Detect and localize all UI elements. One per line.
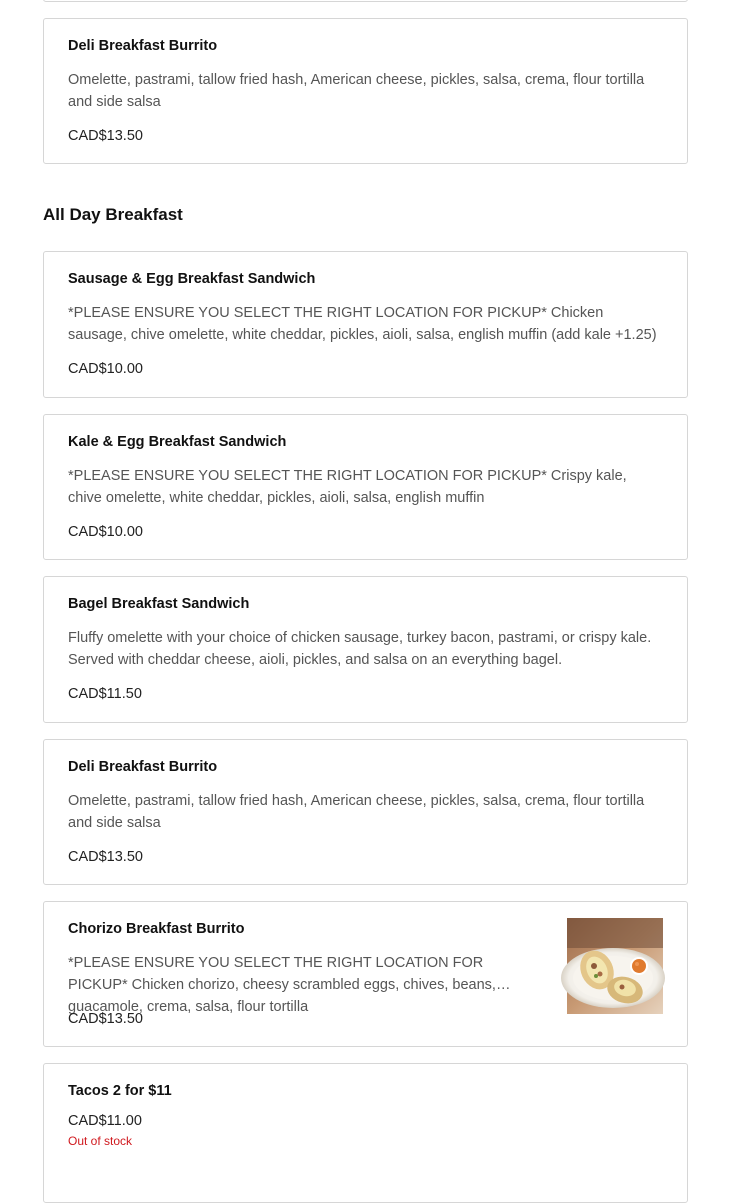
menu-item-price: CAD$13.50 (68, 128, 143, 144)
menu-item-body (68, 919, 543, 1029)
out-of-stock-label: Out of stock (68, 1134, 133, 1148)
menu-item-card[interactable] (43, 0, 688, 2)
menu-item-title: Deli Breakfast Burrito (68, 759, 218, 775)
menu-item-card[interactable] (43, 901, 688, 1047)
menu-item-card[interactable] (43, 251, 688, 398)
menu-item-card[interactable] (43, 739, 688, 885)
menu-item-price: CAD$13.50 (68, 1011, 143, 1027)
menu-item-description: *PLEASE ENSURE YOU SELECT THE RIGHT LOCATION FOR PICKUP* Crispy kale, chive omelette, white cheddar, pickles, aioli, salsa, english muffin (68, 468, 627, 506)
menu-item-title: Sausage & Egg Breakfast Sandwich (68, 271, 316, 287)
menu-item-price: CAD$13.50 (68, 849, 143, 865)
menu-item-card[interactable] (43, 576, 688, 723)
menu-item-price: CAD$10.00 (68, 361, 143, 377)
section-heading: All Day Breakfast (43, 205, 183, 224)
menu-item-price: CAD$10.00 (68, 524, 143, 540)
menu-item-price: CAD$11.50 (68, 686, 142, 702)
menu-item-card[interactable] (43, 1063, 688, 1203)
menu-item-description: *PLEASE ENSURE YOU SELECT THE RIGHT LOCATION FOR PICKUP* Chicken chorizo, cheesy scrambled eggs, chives, beans, guacamole, crema, salsa, flour tortilla (68, 955, 496, 1015)
menu-item-card[interactable] (43, 18, 688, 164)
menu-item-description: *PLEASE ENSURE YOU SELECT THE RIGHT LOCATION FOR PICKUP* Chicken sausage, chive omelette, white cheddar, pickles, aioli, salsa, english muffin (add kale +1.25) (68, 305, 657, 343)
menu-item-card[interactable] (43, 414, 688, 560)
menu-item-title: Chorizo Breakfast Burrito (68, 921, 245, 937)
menu-item-description: Fluffy omelette with your choice of chicken sausage, turkey bacon, pastrami, or crispy kale. Served with cheddar cheese, aioli, pickles, and salsa on an everything bagel. (68, 630, 652, 668)
menu-item-description: Omelette, pastrami, tallow fried hash, American cheese, pickles, salsa, crema, flour tortilla and side salsa (68, 72, 645, 110)
menu-item-price: CAD$11.00 (68, 1113, 142, 1129)
menu-item-description: Omelette, pastrami, tallow fried hash, American cheese, pickles, salsa, crema, flour tortilla and side salsa (68, 793, 645, 831)
menu-item-title: Bagel Breakfast Sandwich (68, 596, 250, 612)
menu-item-title: Tacos 2 for $11 (68, 1083, 172, 1099)
menu-item-title: Deli Breakfast Burrito (68, 38, 218, 54)
menu-item-title: Kale & Egg Breakfast Sandwich (68, 434, 287, 450)
burrito-photo (567, 918, 663, 1014)
